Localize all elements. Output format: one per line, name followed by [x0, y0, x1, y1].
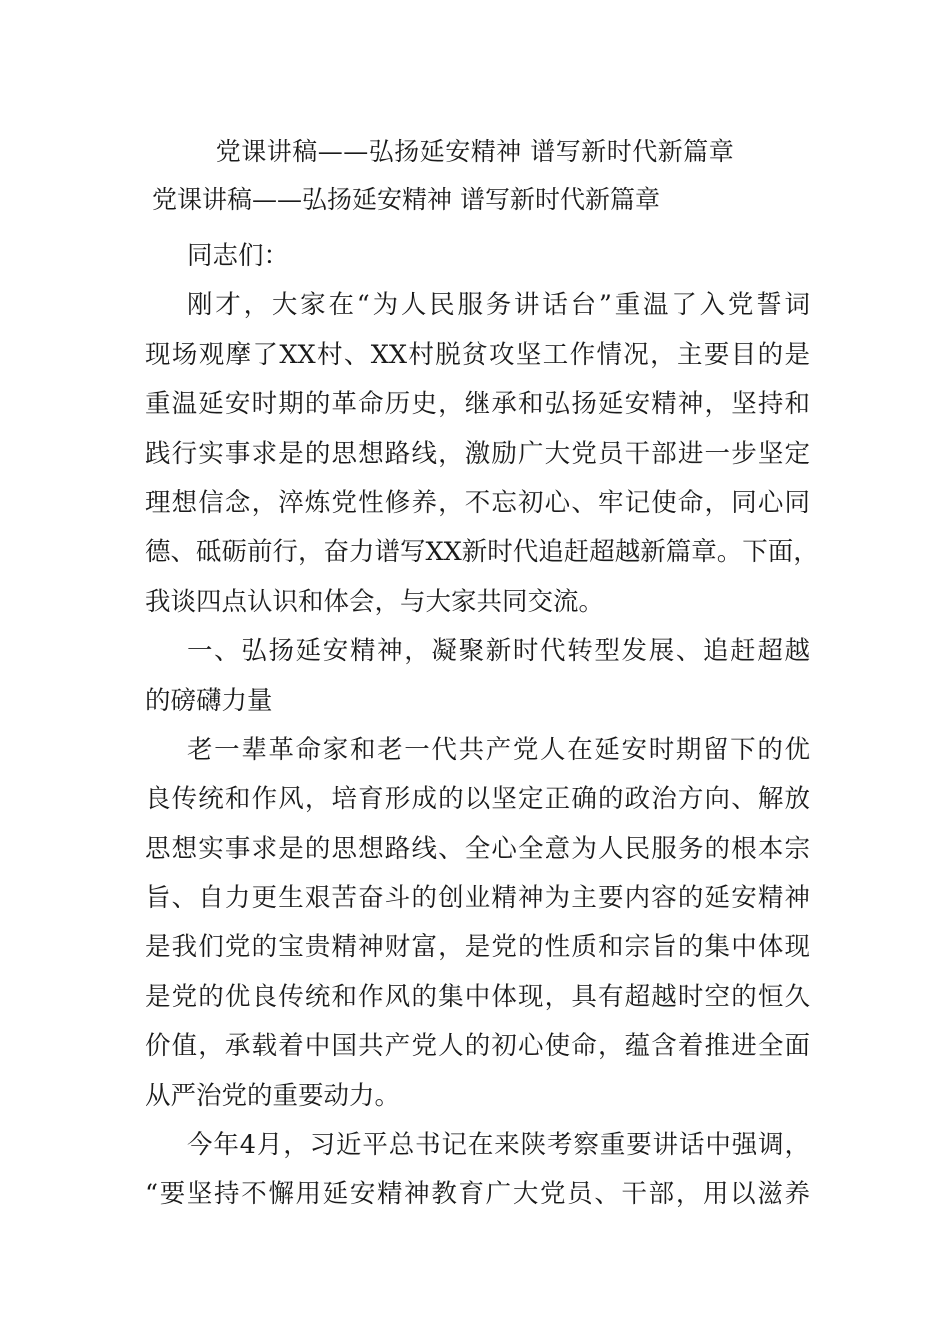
paragraph-line: 德、砥砺前行，奋力谱写XX新时代追赶超越新篇章。下面， — [145, 537, 819, 568]
paragraph-line: 刚才，大家在“为人民服务讲话台”重温了入党誓词 — [187, 290, 810, 321]
paragraph-line: 践行实事求是的思想路线，激励广大党员干部进一步坚定 — [145, 438, 810, 469]
salutation: 同志们： — [187, 241, 290, 271]
paragraph-line: 思想实事求是的思想路线、全心全意为人民服务的根本宗 — [145, 833, 810, 864]
paragraph-line: 重温延安时期的革命历史，继承和弘扬延安精神，坚持和 — [145, 389, 810, 420]
paragraph-line: 现场观摩了XX村、XX村脱贫攻坚工作情况，主要目的是 — [145, 339, 810, 370]
paragraph-line: 价值，承载着中国共产党人的初心使命，蕴含着推进全面 — [145, 1031, 810, 1062]
section-heading-line: 一、弘扬延安精神，凝聚新时代转型发展、追赶超越 — [187, 636, 810, 667]
paragraph-line: 良传统和作风，培育形成的以坚定正确的政治方向、解放 — [145, 784, 810, 815]
paragraph-line: “要坚持不懈用延安精神教育广大党员、干部，用以滋养 — [145, 1179, 810, 1210]
paragraph-line: 理想信念，淬炼党性修养，不忘初心、牢记使命，同心同 — [145, 487, 810, 518]
paragraph-line: 是党的优良传统和作风的集中体现，具有超越时空的恒久 — [145, 981, 810, 1012]
document-title: 党课讲稿——弘扬延安精神 谱写新时代新篇章 — [152, 185, 660, 214]
paragraph-line: 我谈四点认识和体会，与大家共同交流。 — [145, 586, 605, 617]
paragraph-line: 旨、自力更生艰苦奋斗的创业精神为主要内容的延安精神 — [145, 883, 810, 914]
header-title: 党课讲稿——弘扬延安精神 谱写新时代新篇章 — [215, 137, 735, 166]
paragraph-line: 是我们党的宝贵精神财富，是党的性质和宗旨的集中体现 — [145, 932, 810, 963]
body-text — [145, 232, 819, 1220]
paragraph-line: 今年4月，习近平总书记在来陕考察重要讲话中强调， — [187, 1130, 810, 1161]
section-heading-line: 的磅礴力量 — [145, 685, 273, 716]
paragraph-line: 从严治党的重要动力。 — [145, 1080, 401, 1111]
paragraph-line: 老一辈革命家和老一代共产党人在延安时期留下的优 — [187, 734, 810, 765]
